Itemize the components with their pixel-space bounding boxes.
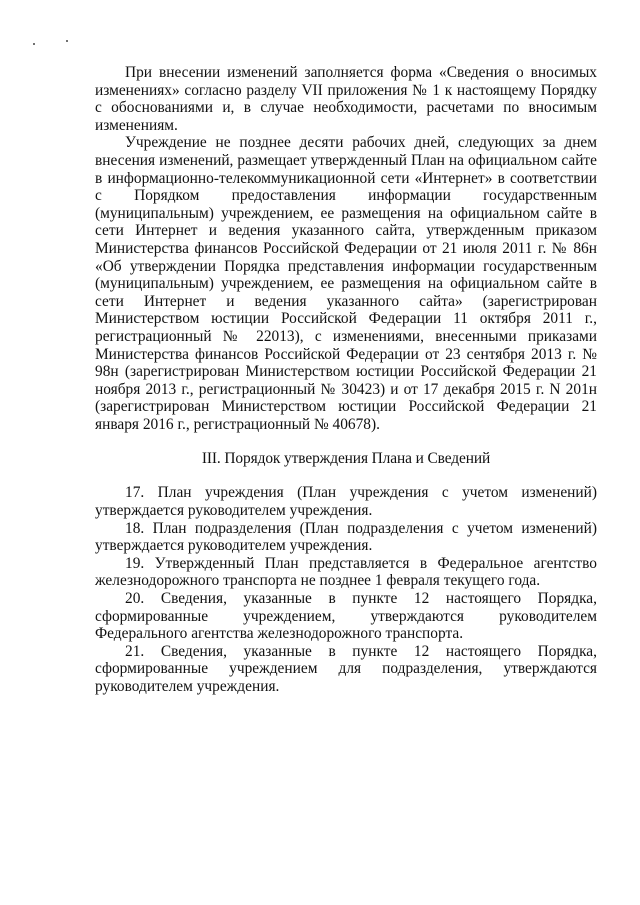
section-heading: III. Порядок утверждения Плана и Сведений <box>201 450 491 468</box>
paragraph-changes-form: При внесении изменений заполняется форма «Сведения о вносимых изменениях» согласно разделу VII приложения № 1 к настоящему Порядку с обоснованиями и, в случае необходимости, расчетами по вносимым изменениям. <box>95 64 597 134</box>
paragraph-item-18: 18. План подразделения (План подразделения с учетом изменений) утверждается руководителем учреждения. <box>95 519 597 555</box>
paragraph-item-21: 21. Сведения, указанные в пункте 12 настоящего Порядка, сформированные учреждением для подразделения, утверждаются руководителем учреждения. <box>95 642 597 695</box>
section-text-before <box>95 64 597 433</box>
document-body <box>95 64 597 696</box>
paragraph-item-19: 19. Утвержденный План представляется в Федеральное агентство железнодорожного транспорта не позднее 1 февраля текущего года. <box>95 554 597 590</box>
scan-speck <box>66 40 68 42</box>
paragraph-publication: Учреждение не позднее десяти рабочих дней, следующих за днем внесения изменений, размещает утвержденный План на официальном сайте в информационно-телекоммуникационной сети «Интернет» в соответствии с Порядком предоставления информации государственным (муниципальным) учреждением, ее размещения на официальном сайте в сети Интернет и ведения указанного сайта, утвержденным приказом Министерства финансов Российской Федерации от 21 июля 2011 г. № 86н «Об утверждении Порядка представления информации государственным (муниципальным) учреждением, ее размещения на официальном сайте в сети Интернет и ведения указанного сайта» (зарегистрирован Министерством юстиции Российской Федерации 11 октября 2011 г., регистрационный № 22013), с изменениями, внесенными приказами Министерства финансов Российской Федерации от 23 сентября 2013 г. № 98н (зарегистрирован Министерством юстиции Российской Федерации 21 ноября 2013 г., регистрационный № 30423) и от 17 декабря 2015 г. N 201н (зарегистрирован Министерством юстиции Российской Федерации 21 января 2016 г., регистрационный № 40678). <box>95 134 597 433</box>
scan-speck <box>33 43 35 45</box>
paragraph-item-20: 20. Сведения, указанные в пункте 12 настоящего Порядка, сформированные учреждением, утверждаются руководителем Федерального агентства железнодорожного транспорта. <box>95 590 597 643</box>
section-text-after <box>95 484 597 695</box>
paragraph-item-17: 17. План учреждения (План учреждения с учетом изменений) утверждается руководителем учреждения. <box>95 484 597 520</box>
